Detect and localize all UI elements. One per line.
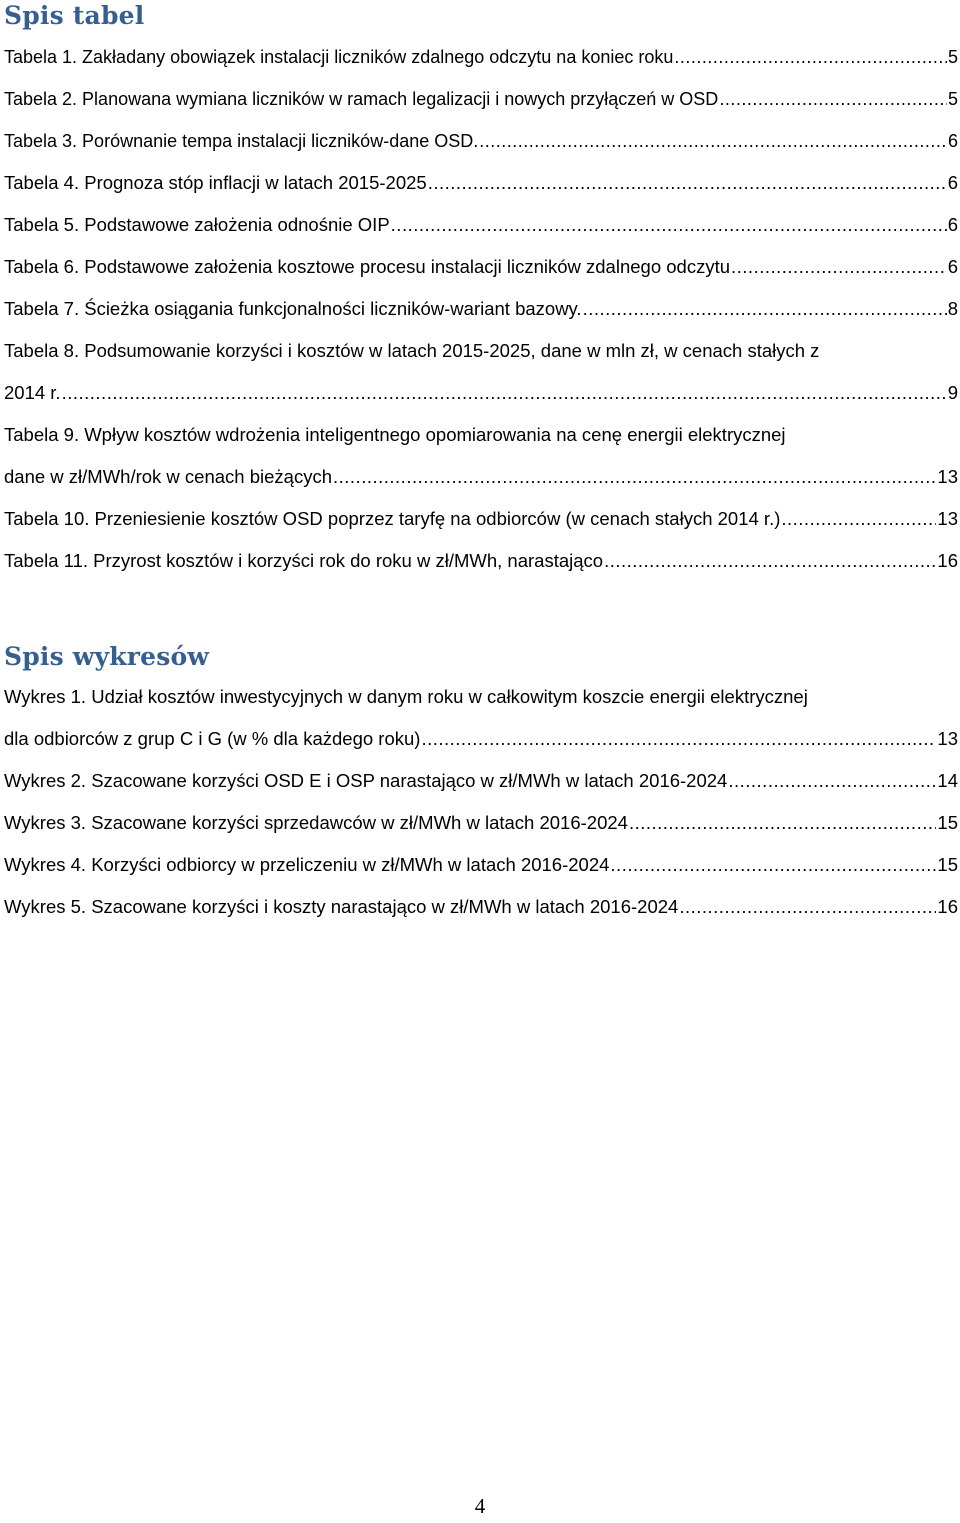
toc-line xyxy=(4,246,960,288)
toc-entry-title: Wykres 3. Szacowane korzyści sprzedawców w zł/MWh w latach 2016-2024 xyxy=(4,812,628,833)
dot-leader xyxy=(731,246,947,288)
dot-leader xyxy=(62,372,947,414)
toc-line xyxy=(4,162,960,204)
charts-list xyxy=(4,676,960,928)
toc-line xyxy=(4,120,960,162)
toc-line xyxy=(4,204,960,246)
toc-page-number: 15 xyxy=(937,812,958,833)
toc-entry-table-1[interactable] xyxy=(4,36,960,78)
toc-entry-table-2[interactable] xyxy=(4,78,960,120)
toc-entry-chart-2[interactable] xyxy=(4,760,960,802)
toc-entry-title: Tabela 9. Wpływ kosztów wdrożenia inteligentnego opomiarowania na cenę energii elektrycznej xyxy=(4,424,786,445)
toc-page-number: 16 xyxy=(937,550,958,571)
toc-line xyxy=(4,718,960,760)
toc-line xyxy=(4,78,960,120)
toc-entry-title-continued: 2014 r. xyxy=(4,382,61,403)
toc-entry-title: Tabela 4. Prognoza stóp inflacji w latach 2015-2025 xyxy=(4,172,427,193)
toc-entry-title: Wykres 5. Szacowane korzyści i koszty narastająco w zł/MWh w latach 2016-2024 xyxy=(4,896,679,917)
toc-page-number: 6 xyxy=(947,172,958,193)
dot-leader xyxy=(610,844,936,886)
tables-list xyxy=(4,36,960,582)
toc-line xyxy=(4,760,960,802)
toc-entry-title: Tabela 8. Podsumowanie korzyści i kosztów w latach 2015-2025, dane w mln zł, w cenach stałych z xyxy=(4,340,820,361)
toc-entry-table-4[interactable] xyxy=(4,162,960,204)
tables-list-heading: Spis tabel xyxy=(4,1,145,30)
toc-page-number: 5 xyxy=(947,47,958,67)
toc-page-number: 6 xyxy=(947,256,958,277)
toc-page-number: 9 xyxy=(947,382,958,403)
toc-page-number: 5 xyxy=(947,89,958,109)
toc-entry-title: Tabela 6. Podstawowe założenia kosztowe procesu instalacji liczników zdalnego odczytu xyxy=(4,256,731,277)
toc-entry-table-8[interactable] xyxy=(4,330,960,414)
toc-entry-table-3[interactable] xyxy=(4,120,960,162)
toc-entry-title: Wykres 4. Korzyści odbiorcy w przeliczeniu w zł/MWh w latach 2016-2024 xyxy=(4,854,610,875)
toc-entry-chart-4[interactable] xyxy=(4,844,960,886)
toc-page-number: 13 xyxy=(937,728,958,749)
toc-entry-title-continued: dla odbiorców z grup C i G (w % dla każdego roku) xyxy=(4,728,421,749)
toc-entry-chart-5[interactable] xyxy=(4,886,960,928)
toc-page-number: 6 xyxy=(947,131,958,151)
toc-entry-title: Wykres 2. Szacowane korzyści OSD E i OSP narastająco w zł/MWh w latach 2016-2024 xyxy=(4,770,728,791)
charts-list-heading: Spis wykresów xyxy=(4,642,210,671)
toc-line xyxy=(4,36,960,78)
toc-entry-chart-1[interactable] xyxy=(4,676,960,760)
dot-leader xyxy=(674,36,947,78)
toc-line xyxy=(4,456,960,498)
toc-page-number: 13 xyxy=(937,466,958,487)
dot-leader xyxy=(421,718,936,760)
dot-leader xyxy=(583,288,947,330)
toc-entry-title-continued: dane w zł/MWh/rok w cenach bieżących xyxy=(4,466,332,487)
toc-line xyxy=(4,330,960,372)
page-number: 4 xyxy=(474,1494,486,1518)
toc-page-number: 15 xyxy=(937,854,958,875)
dot-leader xyxy=(728,760,936,802)
dot-leader xyxy=(781,498,936,540)
toc-line xyxy=(4,844,960,886)
toc-line xyxy=(4,802,960,844)
toc-entry-title: Tabela 7. Ścieżka osiągania funkcjonalności liczników-wariant bazowy. xyxy=(4,298,582,319)
toc-page-number: 6 xyxy=(947,214,958,235)
dot-leader xyxy=(679,886,936,928)
toc-entry-table-5[interactable] xyxy=(4,204,960,246)
dot-leader xyxy=(391,204,947,246)
dot-leader xyxy=(428,162,947,204)
toc-entry-chart-3[interactable] xyxy=(4,802,960,844)
toc-entry-title: Tabela 5. Podstawowe założenia odnośnie OIP xyxy=(4,214,390,235)
toc-page-number: 16 xyxy=(937,896,958,917)
dot-leader xyxy=(604,540,936,582)
toc-page-number: 8 xyxy=(947,298,958,319)
toc-entry-table-6[interactable] xyxy=(4,246,960,288)
toc-entry-table-9[interactable] xyxy=(4,414,960,498)
toc-entry-table-7[interactable] xyxy=(4,288,960,330)
toc-page-number: 14 xyxy=(937,770,958,791)
toc-entry-table-11[interactable] xyxy=(4,540,960,582)
toc-entry-title: Tabela 10. Przeniesienie kosztów OSD poprzez taryfę na odbiorców (w cenach stałych 2014 r.) xyxy=(4,508,781,529)
toc-line xyxy=(4,288,960,330)
toc-entry-title: Tabela 3. Porównanie tempa instalacji liczników-dane OSD. xyxy=(4,131,479,151)
toc-entry-title: Tabela 1. Zakładany obowiązek instalacji liczników zdalnego odczytu na koniec roku xyxy=(4,47,674,67)
toc-entry-title: Tabela 11. Przyrost kosztów i korzyści rok do roku w zł/MWh, narastająco xyxy=(4,550,604,571)
toc-entry-title: Tabela 2. Planowana wymiana liczników w ramach legalizacji i nowych przyłączeń w OSD xyxy=(4,89,719,109)
toc-line xyxy=(4,498,960,540)
toc-line xyxy=(4,540,960,582)
toc-entry-table-10[interactable] xyxy=(4,498,960,540)
toc-line xyxy=(4,414,960,456)
dot-leader xyxy=(719,78,947,120)
dot-leader xyxy=(333,456,936,498)
toc-entry-title: Wykres 1. Udział kosztów inwestycyjnych w danym roku w całkowitym koszcie energii elektrycznej xyxy=(4,686,808,707)
toc-page-number: 13 xyxy=(937,508,958,529)
toc-line xyxy=(4,372,960,414)
dot-leader xyxy=(479,120,947,162)
toc-line xyxy=(4,676,960,718)
dot-leader xyxy=(629,802,936,844)
toc-line xyxy=(4,886,960,928)
